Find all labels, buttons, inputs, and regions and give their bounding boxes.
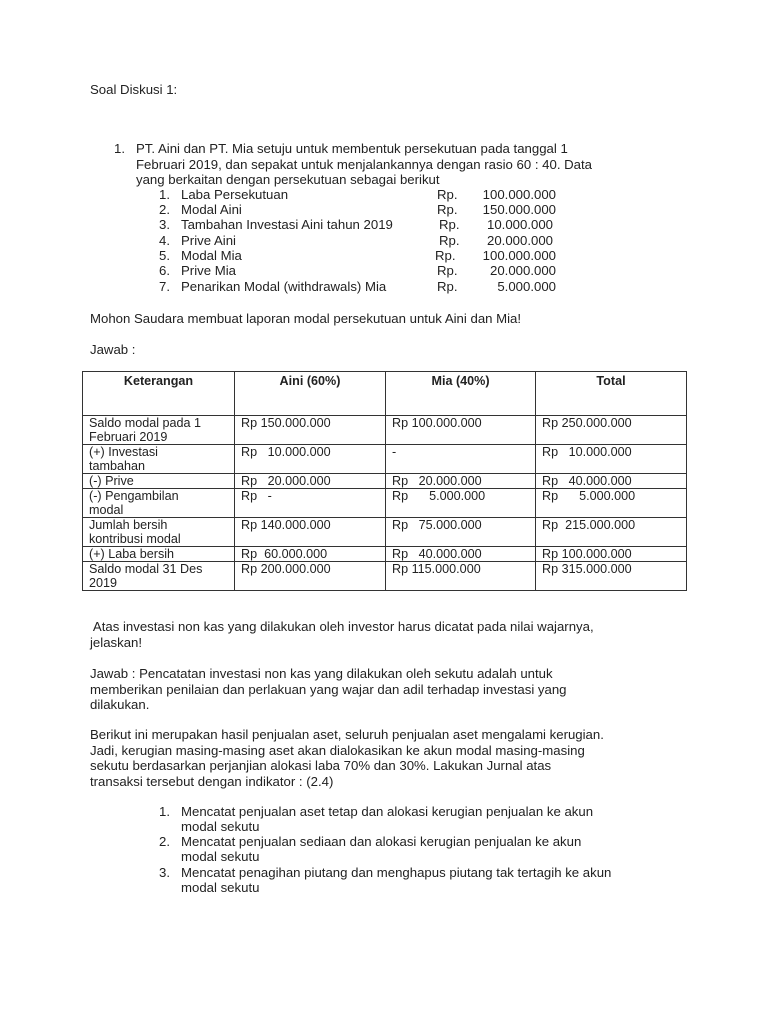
- table-cell: Rp 150.000.000: [235, 416, 386, 445]
- data-list-item: [159, 248, 559, 263]
- table-row: [83, 518, 687, 547]
- question-3: [90, 727, 604, 789]
- table-row: [83, 474, 687, 489]
- data-list-item: [159, 202, 559, 217]
- table-cell: Saldo modal 31 Des 2019: [83, 562, 235, 591]
- data-list-item: [159, 263, 559, 278]
- table-cell: Rp 250.000.000: [536, 416, 687, 445]
- list-label: Tambahan Investasi Aini tahun 2019: [181, 217, 393, 232]
- table-row: [83, 489, 687, 518]
- table-cell: Rp 100.000.000: [386, 416, 536, 445]
- document-title: Soal Diskusi 1:: [90, 82, 178, 97]
- table-cell: Rp 10.000.000: [536, 445, 687, 474]
- data-list-item: [159, 217, 559, 232]
- table-cell: (+) Investasi tambahan: [83, 445, 235, 474]
- table-header-row: [83, 372, 687, 416]
- list-number: 7.: [159, 279, 170, 294]
- table-cell: Rp 40.000.000: [386, 547, 536, 562]
- currency-label: Rp.: [437, 263, 458, 278]
- currency-label: Rp.: [439, 233, 460, 248]
- table-cell: Rp 20.000.000: [386, 474, 536, 489]
- table-cell: (-) Prive: [83, 474, 235, 489]
- amount-value: 100.000.000: [482, 187, 556, 202]
- currency-label: Rp.: [437, 187, 458, 202]
- amount-value: 150.000.000: [482, 202, 556, 217]
- list-label: Prive Mia: [181, 263, 236, 278]
- table-row: [83, 562, 687, 591]
- column-header-mia: Mia (40%): [386, 372, 536, 416]
- answer-2: [90, 666, 567, 713]
- question-2: [90, 619, 594, 650]
- list-item-line: modal sekutu: [181, 849, 260, 864]
- amount-value: 20.000.000: [489, 263, 556, 278]
- question-3-line: Berikut ini merupakan hasil penjualan aset, seluruh penjualan aset mengalami kerugian.: [90, 727, 604, 742]
- list-number: 5.: [159, 248, 170, 263]
- list-item-line: modal sekutu: [181, 819, 260, 834]
- list-label: Prive Aini: [181, 233, 236, 248]
- column-header-aini: Aini (60%): [235, 372, 386, 416]
- table-cell: Rp 5.000.000: [536, 489, 687, 518]
- table-row: [83, 547, 687, 562]
- list-item-line: Mencatat penagihan piutang dan menghapus piutang tak tertagih ke akun: [181, 865, 612, 880]
- table-cell: (-) Pengambilan modal: [83, 489, 235, 518]
- list-number: 6.: [159, 263, 170, 278]
- question-3-line: transaksi tersebut dengan indikator : (2.4): [90, 773, 334, 789]
- table-row: [83, 445, 687, 474]
- table-cell: Rp 75.000.000: [386, 518, 536, 547]
- question-3-line: Jadi, kerugian masing-masing aset akan dialokasikan ke akun modal masing-masing: [90, 742, 585, 758]
- list-label: Laba Persekutuan: [181, 187, 289, 202]
- table-cell: Saldo modal pada 1 Februari 2019: [83, 416, 235, 445]
- list-number: 2.: [159, 202, 170, 217]
- question-2-line: Atas investasi non kas yang dilakukan oleh investor harus dicatat pada nilai wajarnya,: [90, 619, 594, 634]
- table-cell: Rp 60.000.000: [235, 547, 386, 562]
- table-cell: -: [386, 445, 536, 474]
- list-label: Modal Mia: [181, 248, 242, 263]
- question-2-line: jelaskan!: [90, 634, 143, 650]
- list-number: 1.: [159, 187, 170, 202]
- table-cell: Rp -: [235, 489, 386, 518]
- amount-value: 100.000.000: [482, 248, 556, 263]
- amount-value: 20.000.000: [486, 233, 553, 248]
- question-3-line: sekutu berdasarkan perjanjian alokasi laba 70% dan 30%. Lakukan Jurnal atas: [90, 758, 552, 773]
- list-number: 1.: [159, 804, 170, 819]
- table-cell: Rp 20.000.000: [235, 474, 386, 489]
- request-text: Mohon Saudara membuat laporan modal persekutuan untuk Aini dan Mia!: [90, 311, 522, 326]
- list-item-line: modal sekutu: [181, 880, 260, 895]
- table-cell: Rp 40.000.000: [536, 474, 687, 489]
- table-cell: Rp 100.000.000: [536, 547, 687, 562]
- currency-label: Rp.: [435, 248, 456, 263]
- answer-label: Jawab :: [90, 342, 136, 357]
- answer-2-line: dilakukan.: [90, 697, 150, 712]
- list-number: 2.: [159, 834, 170, 849]
- list-item-line: Mencatat penjualan aset tetap dan alokasi kerugian penjualan ke akun: [181, 804, 594, 819]
- question-1-line: PT. Aini dan PT. Mia setuju untuk membentuk persekutuan pada tanggal 1: [136, 141, 568, 156]
- question-1-line: Februari 2019, dan sepakat untuk menjalankannya dengan rasio 60 : 40. Data: [136, 157, 593, 172]
- table-cell: (+) Laba bersih: [83, 547, 235, 562]
- table-cell: Rp 200.000.000: [235, 562, 386, 591]
- list-label: Penarikan Modal (withdrawals) Mia: [181, 279, 387, 294]
- table-cell: Rp 215.000.000: [536, 518, 687, 547]
- table-row: [83, 416, 687, 445]
- list-number: 3.: [159, 217, 170, 232]
- currency-label: Rp.: [439, 217, 460, 232]
- answer-2-line: Jawab : Pencatatan investasi non kas yang dilakukan oleh sekutu adalah untuk: [90, 666, 553, 681]
- column-header-keterangan: Keterangan: [83, 372, 235, 416]
- capital-statement-table: [82, 371, 687, 591]
- list-number: 3.: [159, 865, 170, 880]
- table-cell: Rp 10.000.000: [235, 445, 386, 474]
- list-number: 4.: [159, 233, 170, 248]
- table-cell: Rp 5.000.000: [386, 489, 536, 518]
- data-list-item: [159, 279, 559, 294]
- table-cell: Rp 315.000.000: [536, 562, 687, 591]
- table-body: [83, 416, 687, 591]
- column-header-total: Total: [536, 372, 687, 416]
- amount-value: 10.000.000: [486, 217, 553, 232]
- table-cell: Rp 140.000.000: [235, 518, 386, 547]
- data-list-item: [159, 187, 559, 202]
- currency-label: Rp.: [437, 202, 458, 217]
- list-item-line: Mencatat penjualan sediaan dan alokasi kerugian penjualan ke akun: [181, 834, 582, 849]
- currency-label: Rp.: [437, 279, 458, 294]
- question-1-line: yang berkaitan dengan persekutuan sebagai berikut: [136, 172, 440, 187]
- question-1-number: 1.: [114, 141, 125, 156]
- table-cell: Rp 115.000.000: [386, 562, 536, 591]
- amount-value: 5.000.000: [497, 279, 556, 294]
- data-list-item: [159, 233, 559, 248]
- answer-2-line: memberikan penilaian dan perlakuan yang wajar dan adil terhadap investasi yang: [90, 681, 567, 697]
- table-cell: Jumlah bersih kontribusi modal: [83, 518, 235, 547]
- list-label: Modal Aini: [181, 202, 242, 217]
